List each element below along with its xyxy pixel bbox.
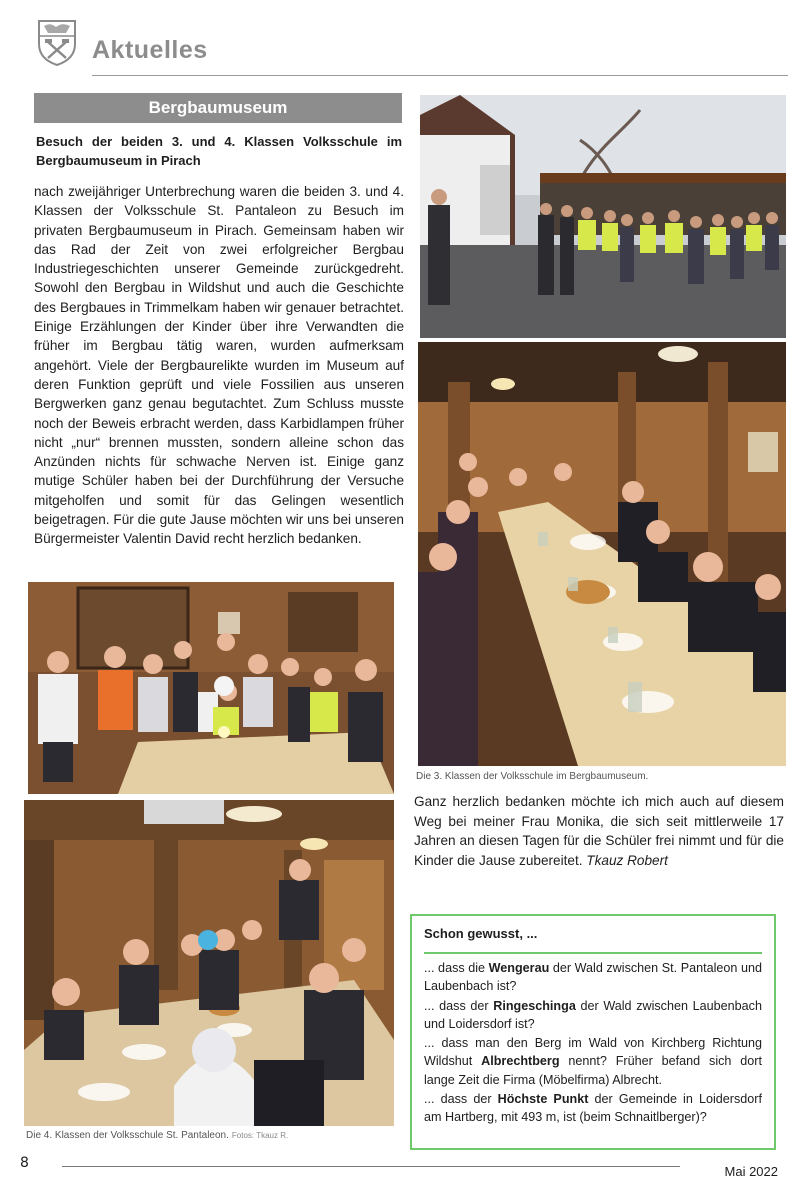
fact-text: ... dass der xyxy=(424,1092,498,1107)
did-you-know-list xyxy=(424,959,762,1127)
photo-caption-class-4 xyxy=(26,1130,288,1141)
fact-item xyxy=(424,997,762,1034)
fact-item xyxy=(424,1090,762,1127)
article-body: nach zweijähriger Unterbrechung waren die beiden 3. und 4. Klassen der Volksschule St. Pantaleon zu Besuch im privaten Bergbaumuseum in Pirach. Gemeinsam haben wir das Rad der Zeit von zwei erfolgreicher Bergbau Industriegeschichten unserer Gemeinde zurückgedreht. Sowohl den Bergbau in Wildshut und auch die Geschichte des Bergbaues in Trimmelkam haben wir genauer betrachtet. Einige Erzählungen der Kinder über ihre Verwandten die früher im Bergbau tätig waren, wurden aufmerksam angehört. Viele der Bergbaurelikte wurden im Museum auf deren Funktion geprüft und viele Fossilien aus unseren Bergwerken ganz genau begutachtet. Zum Schluss musste noch der Beweis erbracht werden, dass Karbidlampen früher nicht „nur“ brennen mussten, sondern alleine schon das Anzünden nichts für schwache Nerven ist. Einige ganz mutige Schüler haben bei der Durchführung der Versuche mitgeholfen und somit für das Gelingen wesentlich beigetragen. Für die gute Jause möchten wir uns bei unseren Bürgermeister Valentin David recht herzlich bedanken. xyxy=(34,184,404,547)
municipal-crest-icon xyxy=(36,18,78,66)
class-4-table-photo xyxy=(24,800,394,1126)
fact-text: nennt? Früher befand sich dort lange Zeit die Firma (Möbelfirma) Albrecht. xyxy=(424,1054,762,1087)
thanks-text: Ganz herzlich bedanken möchte ich mich auch auf diesem Weg bei meiner Frau Monika, die sich seit mittlerweile 17 Jahren an diesen Tagen für die Schüler frei nimmt und für die Kinder die Jause zubereitet. xyxy=(414,794,784,868)
fact-text: ... dass man den Berg im Wald von Kirchberg Richtung Wildshut xyxy=(424,1036,762,1069)
header-divider xyxy=(92,75,788,76)
page-number: 8 xyxy=(20,1155,29,1171)
fact-text: ... dass der xyxy=(424,998,494,1013)
fact-text: ... dass die xyxy=(424,961,489,975)
did-you-know-box xyxy=(410,914,776,1150)
photo-caption-class-3: Die 3. Klassen der Volksschule im Bergbaumuseum. xyxy=(416,771,649,782)
section-title: Aktuelles xyxy=(92,36,208,64)
photo-credit: Fotos: Tkauz R. xyxy=(231,1131,289,1140)
article-subtitle: Besuch der beiden 3. und 4. Klassen Volksschule im Bergbaumuseum in Pirach xyxy=(36,134,402,168)
author-name: Tkauz Robert xyxy=(586,852,668,868)
photo-caption-text: Die 4. Klassen der Volksschule St. Pantaleon. xyxy=(26,1130,229,1141)
fact-highlight: Ringeschinga xyxy=(493,998,576,1013)
article-banner: Bergbaumuseum xyxy=(34,93,402,123)
did-you-know-divider xyxy=(424,952,762,954)
fact-item xyxy=(424,959,762,996)
fact-highlight: Wengerau xyxy=(488,961,550,975)
fact-text: der Wald zwischen St. Pantaleon und Laubenbach ist? xyxy=(424,961,762,994)
fact-text: der Wald zwischen Laubenbach und Loidersdorf ist? xyxy=(424,998,762,1031)
footer-divider xyxy=(62,1166,680,1167)
fact-highlight: Höchste Punkt xyxy=(497,1092,589,1107)
issue-date: Mai 2022 xyxy=(724,1164,778,1179)
thanks-paragraph xyxy=(414,792,784,870)
class-group-standing-photo xyxy=(28,582,394,794)
group-photo-outdoor xyxy=(420,95,786,338)
did-you-know-title: Schon gewusst, ... xyxy=(424,926,538,941)
fact-highlight: Albrechtberg xyxy=(481,1054,560,1069)
fact-text: der Gemeinde in Loidersdorf am Hartberg, mit 493 m, ist (beim Schnaitlberger)? xyxy=(424,1092,762,1125)
fact-item xyxy=(424,1034,762,1089)
class-3-table-photo xyxy=(418,342,786,766)
